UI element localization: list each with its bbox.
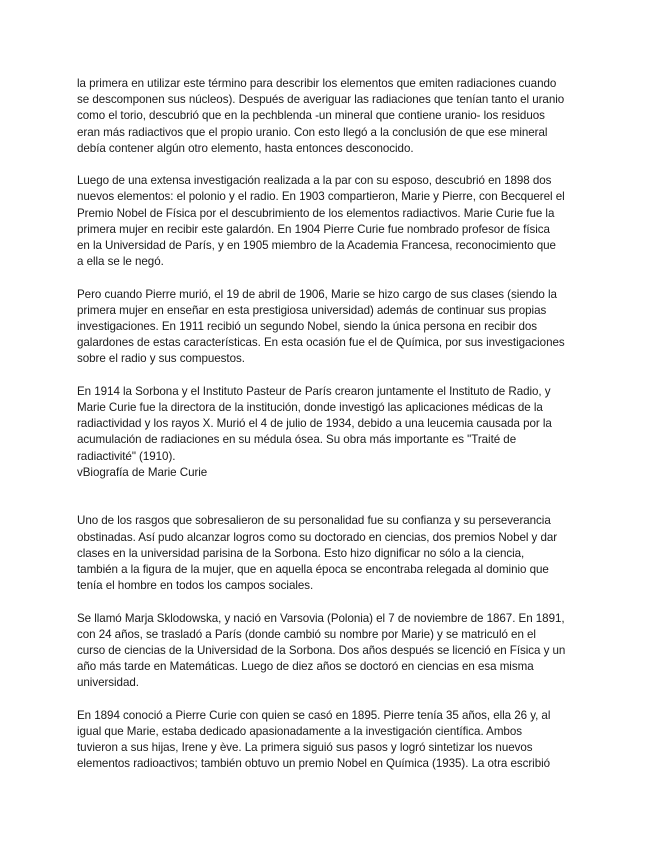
text-line: obstinadas. Así pudo alcanzar logros como su doctorado en ciencias, dos premios Nobel y dar <box>77 530 558 544</box>
paragraph-second-nobel <box>77 287 587 368</box>
paragraph-spacer <box>77 270 587 286</box>
text-line: primera mujer en enseñar en esta prestigiosa universidad) además de continuar sus propias <box>77 303 547 317</box>
text-line: Se llamó Marja Sklodowska, y nació en Varsovia (Polonia) el 7 de noviembre de 1867. En 1891, <box>77 611 565 625</box>
biography-heading: vBiografía de Marie Curie <box>77 465 208 479</box>
text-line: tenía el hombre en todos los campos sociales. <box>77 579 314 593</box>
document-body <box>77 76 587 773</box>
text-line: a ella se le negó. <box>77 255 164 269</box>
text-line: tuvieron a sus hijas, Irene y ève. La primera siguió sus pasos y logró sintetizar los nuevos <box>77 741 533 755</box>
text-line: en la Universidad de París, y en 1905 miembro de la Academia Francesa, reconocimiento que <box>77 239 556 253</box>
text-line: En 1914 la Sorbona y el Instituto Pasteur de París crearon juntamente el Instituto de Radio, y <box>77 384 551 398</box>
paragraph-spacer <box>77 594 587 610</box>
paragraph-marriage <box>77 708 587 773</box>
text-line: se descomponen sus núcleos). Después de averiguar las radiaciones que tenían tanto el uranio <box>77 93 565 107</box>
text-line: la primera en utilizar este término para describir los elementos que emiten radiaciones cuando <box>77 77 557 90</box>
text-line: eran más radiactivos que el propio uranio. Con esto llegó a la conclusión de que ese mineral <box>77 125 548 139</box>
text-line: nuevos elementos: el polonio y el radio. En 1903 compartieron, Marie y Pierre, con Becquerel el <box>77 190 565 204</box>
text-line: acumulación de radiaciones en su médula ósea. Su obra más importante es "Traité de <box>77 433 517 447</box>
text-line: elementos radioactivos; también obtuvo un premio Nobel en Química (1935). La otra escribió <box>77 757 551 771</box>
paragraph-spacer <box>77 692 587 708</box>
text-line: año más tarde en Matemáticas. Luego de diez años se doctoró en ciencias en esa misma <box>77 660 534 674</box>
text-line: Uno de los rasgos que sobresalieron de su personalidad fue su confianza y su perseverancia <box>77 514 551 528</box>
text-line: galardones de estas características. En esta ocasión fue el de Química, por sus investigaciones <box>77 336 565 350</box>
text-line: igual que Marie, estaba dedicado apasionadamente a la investigación científica. Ambos <box>77 725 522 739</box>
text-line: primera mujer en recibir este galardón. En 1904 Pierre Curie fue nombrado profesor de física <box>77 222 550 236</box>
paragraph-polonium-radium <box>77 173 587 270</box>
text-line: radiactivité" (1910). <box>77 449 176 463</box>
text-line: curso de ciencias de la Universidad de la Sorbona. Dos años después se licenció en Física y un <box>77 644 566 658</box>
section-spacer <box>77 481 587 513</box>
text-line: debía contener algún otro elemento, hasta entonces desconocido. <box>77 141 414 155</box>
text-line: investigaciones. En 1911 recibió un segundo Nobel, siendo la única persona en recibir dos <box>77 320 538 334</box>
paragraph-spacer <box>77 368 587 384</box>
text-line: Premio Nobel de Física por el descubrimiento de los elementos radiactivos. Marie Curie fue la <box>77 206 555 220</box>
text-line: como el torio, descubrió que en la pechblenda -un mineral que contiene uranio- los residuos <box>77 109 545 123</box>
paragraph-personality <box>77 513 587 594</box>
text-line: clases en la universidad parisina de la Sorbona. Esto hizo dignificar no sólo a la ciencia, <box>77 546 525 560</box>
paragraph-early-life <box>77 611 587 692</box>
text-line: universidad. <box>77 676 139 690</box>
paragraph-radiation-discovery <box>77 76 587 157</box>
text-line: radiactividad y los rayos X. Murió el 4 de julio de 1934, debido a una leucemia causada por la <box>77 417 552 431</box>
text-line: En 1894 conoció a Pierre Curie con quien se casó en 1895. Pierre tenía 35 años, ella 26 y, al <box>77 708 551 722</box>
text-line: con 24 años, se trasladó a París (donde cambió su nombre por Marie) y se matriculó en el <box>77 627 536 641</box>
paragraph-spacer <box>77 157 587 173</box>
text-line: Pero cuando Pierre murió, el 19 de abril de 1906, Marie se hizo cargo de sus clases (siendo la <box>77 287 557 301</box>
text-line: sobre el radio y sus compuestos. <box>77 352 245 366</box>
paragraph-radium-institute <box>77 384 587 481</box>
text-line: también a la figura de la mujer, que en aquella época se encontraba relegada al dominio que <box>77 563 549 577</box>
text-line: Marie Curie fue la directora de la institución, donde investigó las aplicaciones médicas de la <box>77 401 543 415</box>
text-line: Luego de una extensa investigación realizada a la par con su esposo, descubrió en 1898 dos <box>77 174 552 188</box>
